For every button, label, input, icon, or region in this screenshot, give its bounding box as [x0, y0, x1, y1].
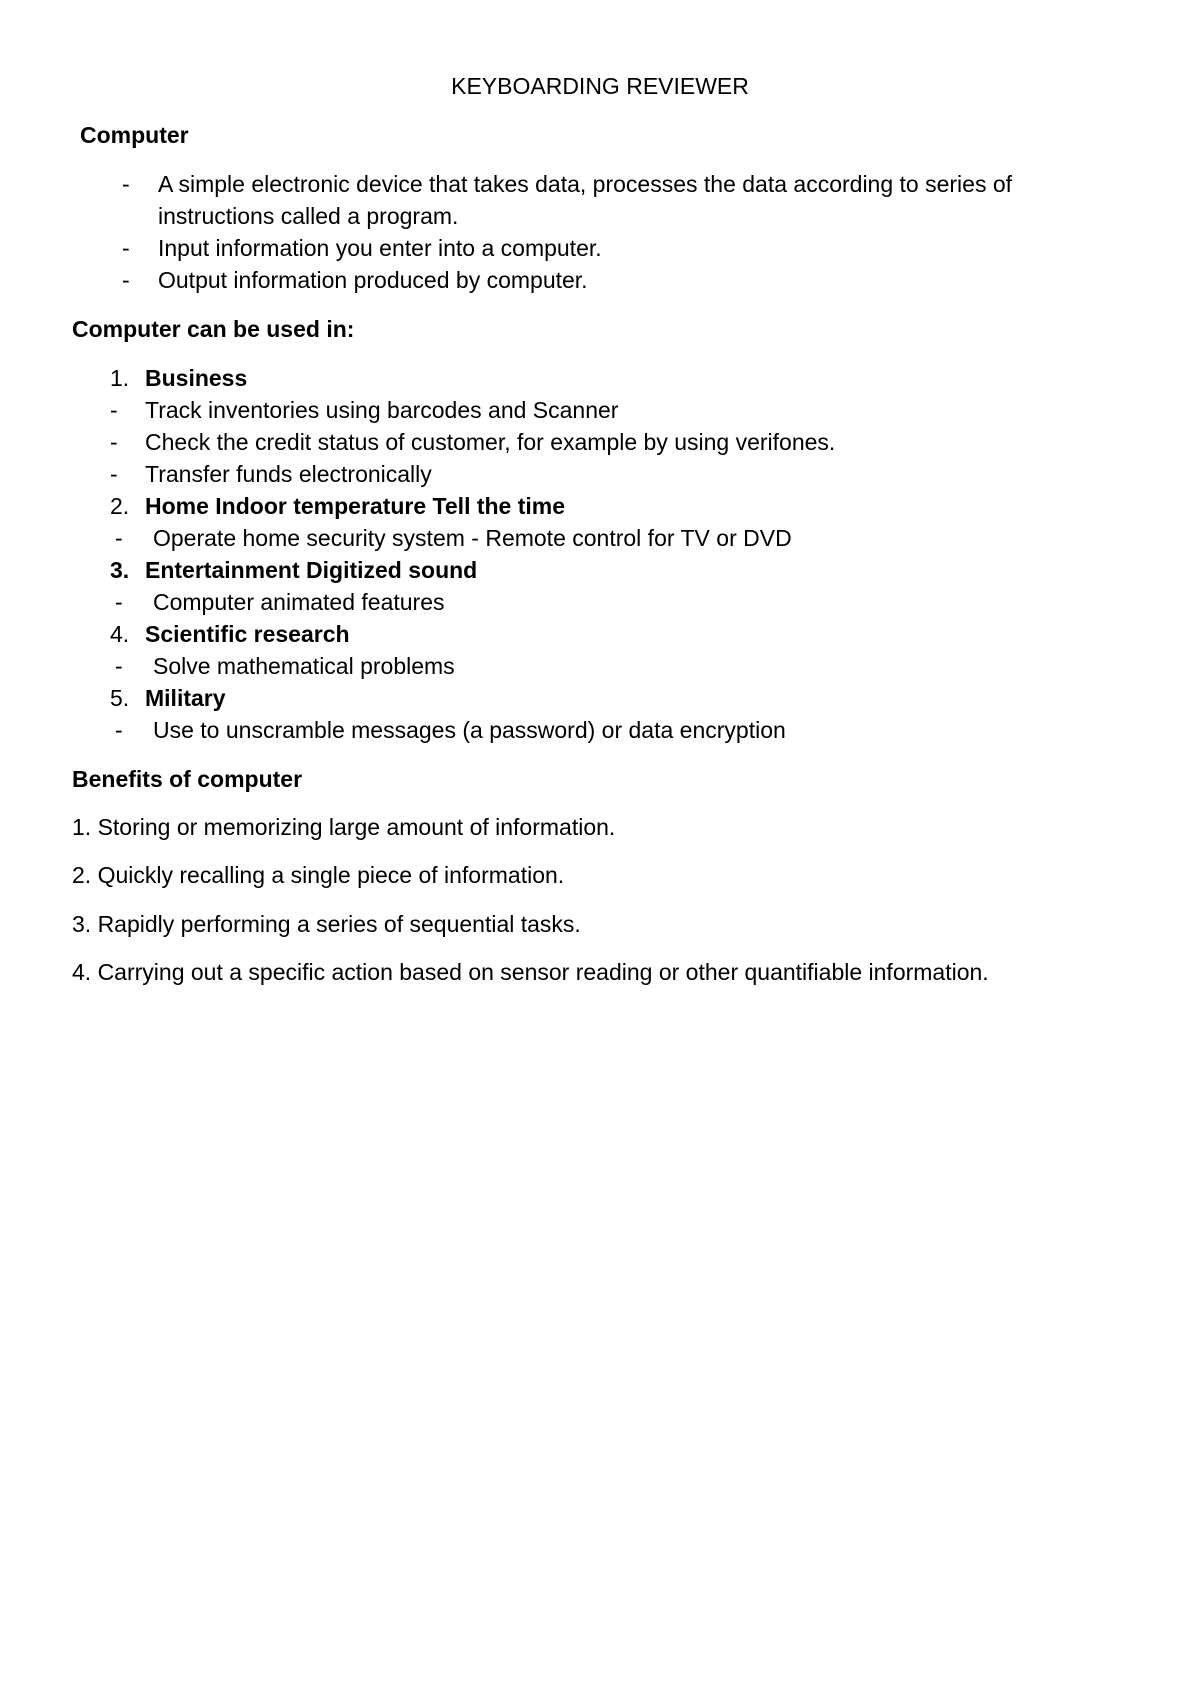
section-heading-computer: Computer — [80, 122, 189, 148]
list-bullet: - — [110, 397, 118, 423]
list-item-text: Check the credit status of customer, for example by using verifones. — [145, 429, 836, 455]
list-number: 5. — [110, 685, 130, 711]
list-bullet: - — [110, 429, 118, 455]
list-item-text: instructions called a program. — [158, 203, 459, 229]
list-number: 4. — [110, 621, 130, 647]
benefit-item: 3. Rapidly performing a series of sequential tasks. — [72, 911, 581, 937]
page-title: KEYBOARDING REVIEWER — [451, 73, 749, 99]
benefit-item: 1. Storing or memorizing large amount of information. — [72, 814, 616, 840]
use-label-business: Business — [145, 365, 248, 391]
benefit-item: 4. Carrying out a specific action based on sensor reading or other quantifiable information. — [72, 959, 989, 985]
list-item-text: Output information produced by computer. — [158, 267, 588, 293]
list-item-text: Computer animated features — [153, 589, 445, 615]
list-bullet: - — [115, 653, 123, 679]
list-bullet: - — [115, 589, 123, 615]
use-label-military: Military — [145, 685, 226, 711]
list-bullet: - — [110, 461, 118, 487]
use-label-home: Home Indoor temperature Tell the time — [145, 493, 566, 519]
use-label-scientific-research: Scientific research — [145, 621, 350, 647]
list-item-text: Operate home security system - Remote control for TV or DVD — [153, 525, 792, 551]
list-item-text: Input information you enter into a computer. — [158, 235, 602, 261]
list-item-text: Transfer funds electronically — [145, 461, 432, 487]
use-label-entertainment: Entertainment Digitized sound — [145, 557, 478, 583]
list-number: 1. — [110, 365, 130, 391]
list-item-text: A simple electronic device that takes data, processes the data according to series of — [158, 171, 1013, 197]
list-number: 2. — [110, 493, 130, 519]
benefit-item: 2. Quickly recalling a single piece of information. — [72, 862, 565, 888]
section-heading-uses: Computer can be used in: — [72, 316, 355, 342]
section-heading-benefits: Benefits of computer — [72, 766, 303, 792]
list-item-text: Solve mathematical problems — [153, 653, 455, 679]
list-number: 3. — [110, 557, 130, 583]
list-bullet: - — [115, 525, 123, 551]
list-bullet: - — [122, 171, 130, 197]
list-item-text: Use to unscramble messages (a password) or data encryption — [153, 717, 786, 743]
list-bullet: - — [122, 267, 130, 293]
list-bullet: - — [115, 717, 123, 743]
list-bullet: - — [122, 235, 130, 261]
list-item-text: Track inventories using barcodes and Scanner — [145, 397, 619, 423]
